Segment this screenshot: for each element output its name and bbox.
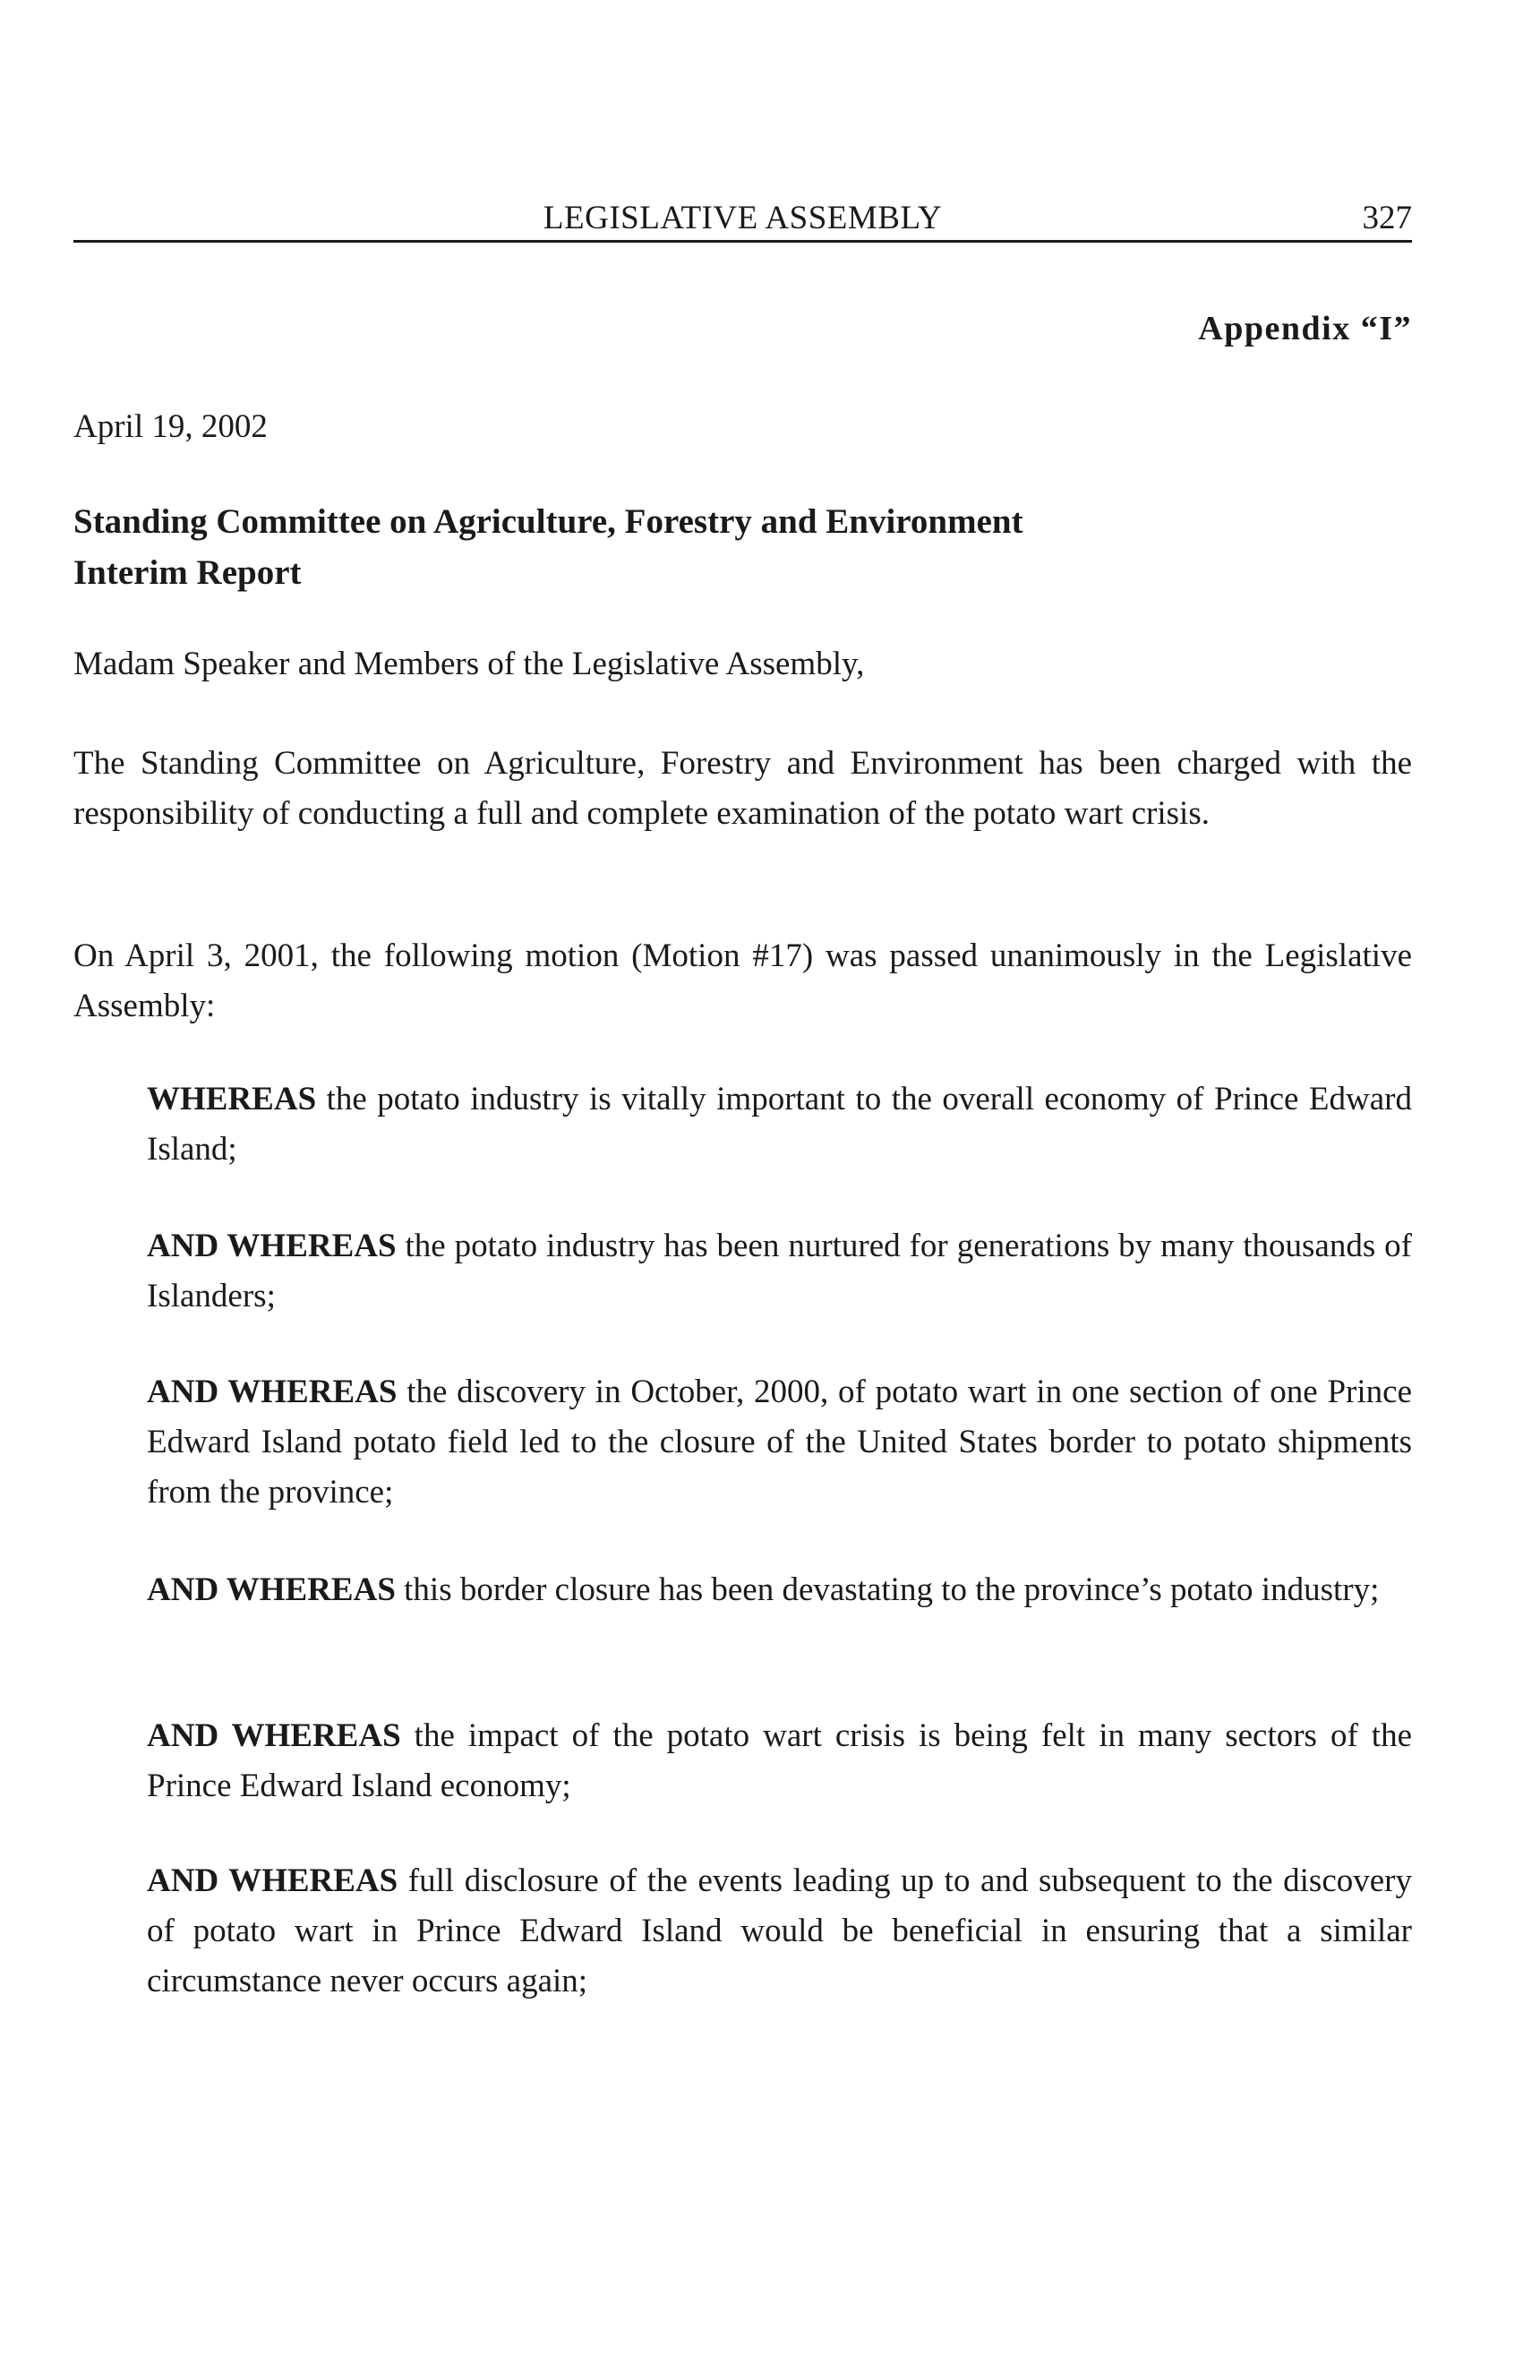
motion-clause xyxy=(147,1074,1412,1175)
clause-text: the discovery in October, 2000, of potato wart in one section of one Prince Edward Island potato field led to the closure of the United States border to potato shipments from the province; xyxy=(147,1374,1412,1511)
running-header xyxy=(73,197,1412,243)
appendix-label: Appendix “I” xyxy=(1198,310,1412,347)
clause-keyword: AND WHEREAS xyxy=(147,1717,401,1754)
clause-text: the potato industry has been nurtured for generations by many thousands of Islanders; xyxy=(147,1228,1413,1314)
salutation: Madam Speaker and Members of the Legislative Assembly, xyxy=(73,646,865,682)
clause-keyword: AND WHEREAS xyxy=(147,1228,397,1264)
clause-keyword: AND WHEREAS xyxy=(147,1374,398,1410)
report-title-line-1: Standing Committee on Agriculture, Forestry and Environment xyxy=(73,502,1023,541)
report-title-line-2: Interim Report xyxy=(73,553,302,592)
clause-keyword: AND WHEREAS xyxy=(147,1862,398,1899)
motion-clause xyxy=(147,1565,1412,1615)
motion-clause xyxy=(147,1711,1412,1811)
report-date: April 19, 2002 xyxy=(73,408,268,445)
clause-keyword: AND WHEREAS xyxy=(147,1571,396,1608)
motion-clause xyxy=(147,1856,1412,2007)
clause-text: the impact of the potato wart crisis is being felt in many sectors of the Prince Edward Island economy; xyxy=(147,1717,1413,1804)
header-title: LEGISLATIVE ASSEMBLY xyxy=(543,200,943,236)
clause-text: this border closure has been devastating to the province’s potato industry; xyxy=(395,1571,1380,1608)
motion-clause xyxy=(147,1221,1412,1322)
intro-paragraph: The Standing Committee on Agriculture, Forestry and Environment has been charged with the responsibility of conducting a full and complete examination of the potato wart crisis. xyxy=(73,745,1412,832)
clause-text: full disclosure of the events leading up to and subsequent to the discovery of potato wart in Prince Edward Island would be beneficial in ensuring that a similar circumstance never occurs again; xyxy=(147,1862,1412,1999)
report-title xyxy=(73,496,1023,598)
motion-clause xyxy=(147,1367,1412,1518)
clause-text: the potato industry is vitally important to the overall economy of Prince Edward Island; xyxy=(147,1081,1412,1168)
document-page xyxy=(73,0,1412,2380)
motion-intro-paragraph: On April 3, 2001, the following motion (Motion #17) was passed unanimously in the Legislative Assembly: xyxy=(73,937,1412,1024)
page-number: 327 xyxy=(1362,200,1412,236)
clause-keyword: WHEREAS xyxy=(147,1081,317,1117)
